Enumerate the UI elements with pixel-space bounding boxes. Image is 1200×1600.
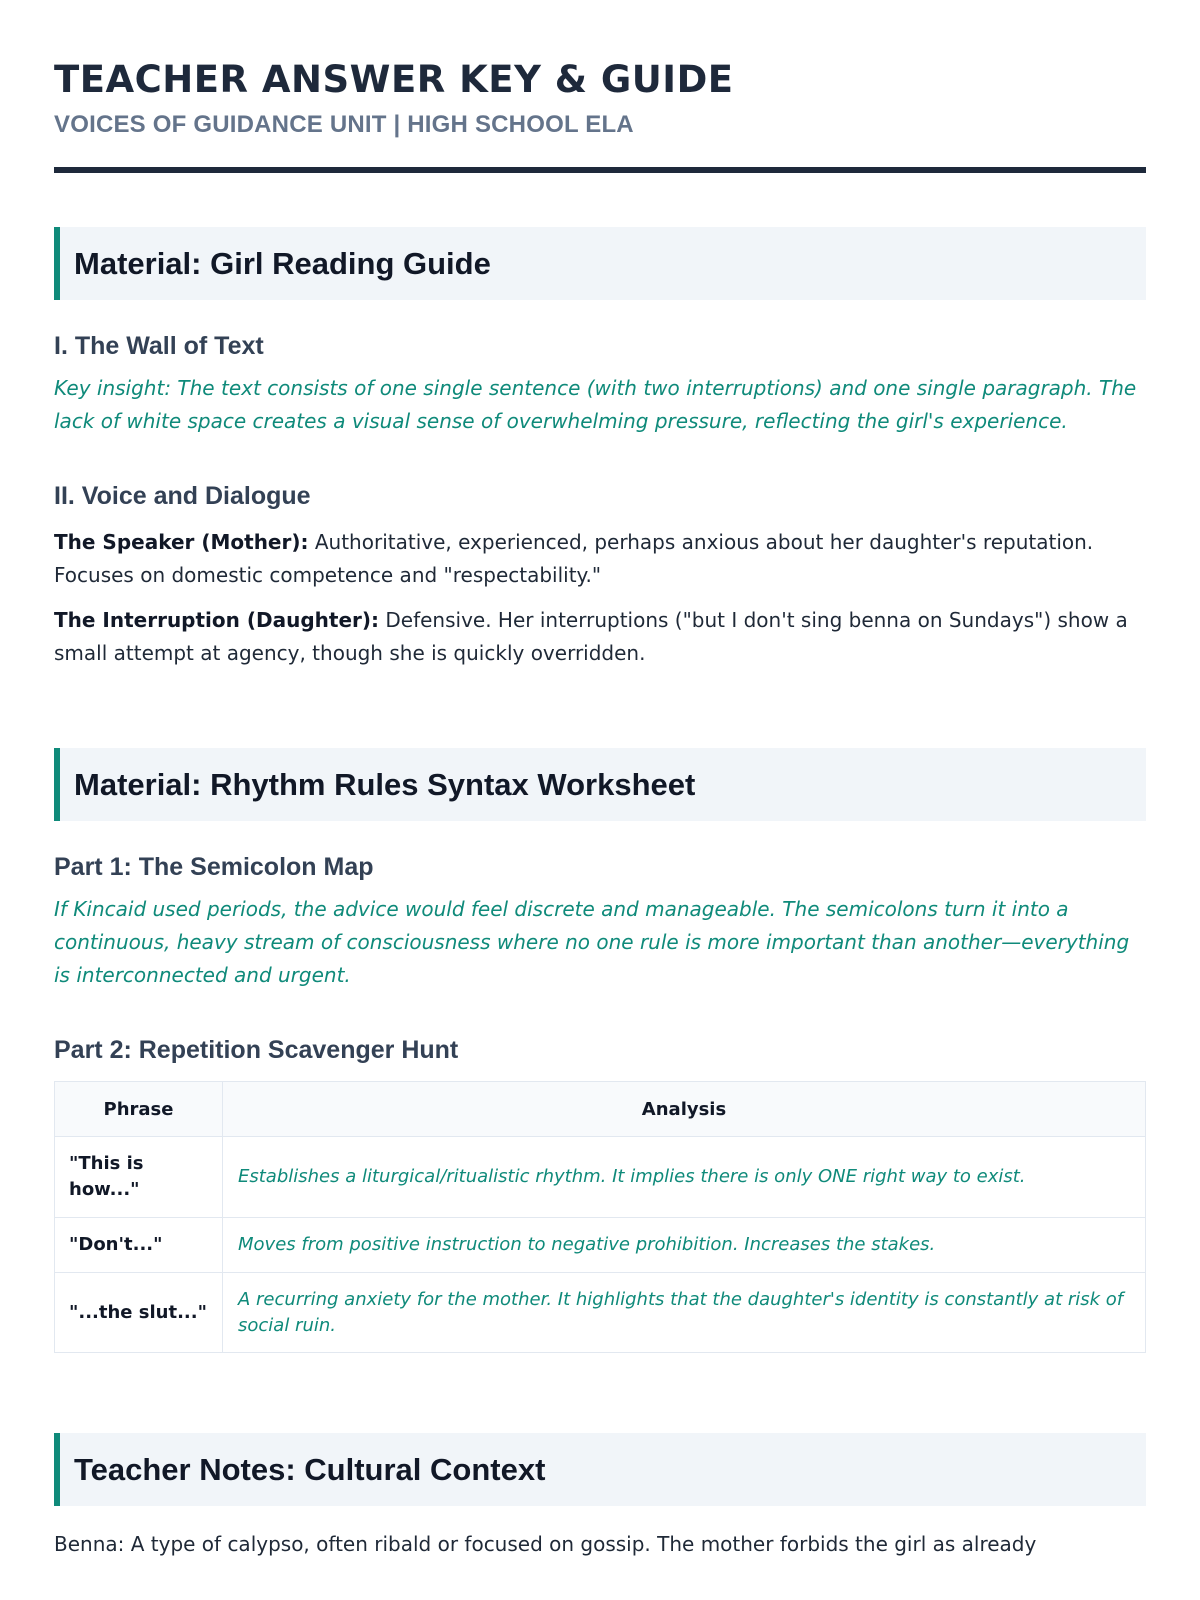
subheading-semicolon-map: Part 1: The Semicolon Map	[54, 853, 374, 881]
section-header-cultural-context: Teacher Notes: Cultural Context	[54, 1433, 1146, 1506]
column-header-analysis: Analysis	[223, 1082, 1146, 1137]
subheading-voice-dialogue	[54, 480, 1146, 512]
analysis-cell: Establishes a liturgical/ritualistic rhythm. It implies there is only ONE right way to exist.	[223, 1137, 1146, 1218]
speaker-label: The Speaker (Mother):	[54, 530, 309, 554]
insight-semicolon-map: If Kincaid used periods, the advice would feel discrete and manageable. The semicolons turn it into a continuous, heavy stream of consciousness where no one rule is more important than another—everything is interconnected and urgent.	[54, 897, 1130, 987]
interruption-text: Defensive. Her interruptions ("but I don't sing benna on Sundays") show a small attempt at agency, though she is quickly overridden.	[54, 608, 1128, 665]
insight-wall-of-text: Key insight: The text consists of one single sentence (with two interruptions) and one single paragraph. The lack of white space creates a visual sense of overwhelming pressure, reflecting the girl's experience.	[54, 376, 1137, 433]
table-row	[55, 1273, 1146, 1353]
interruption-label: The Interruption (Daughter):	[54, 608, 380, 632]
cultural-context-partial-text: Benna: A type of calypso, often ribald or focused on gossip. The mother forbids the girl as already	[54, 1532, 1037, 1556]
header-divider	[54, 167, 1146, 173]
speaker-paragraph	[54, 526, 1146, 592]
section-header-girl-reading-guide: Material: Girl Reading Guide	[54, 227, 1146, 300]
interruption-paragraph	[54, 604, 1146, 670]
speaker-text: Authoritative, experienced, perhaps anxious about her daughter's reputation. Focuses on domestic competence and "respectability."	[54, 530, 1094, 587]
subheading-repetition-hunt: Part 2: Repetition Scavenger Hunt	[54, 1036, 459, 1064]
page-title: TEACHER ANSWER KEY & GUIDE	[54, 58, 734, 101]
analysis-cell: Moves from positive instruction to negative prohibition. Increases the stakes.	[223, 1218, 1146, 1273]
subheading-voice-dialogue-text: II. Voice and Dialogue	[54, 482, 311, 510]
phrase-cell: "...the slut..."	[55, 1273, 223, 1353]
repetition-table	[54, 1081, 1146, 1353]
section-header-rhythm-rules: Material: Rhythm Rules Syntax Worksheet	[54, 748, 1146, 821]
page-subtitle: VOICES OF GUIDANCE UNIT | HIGH SCHOOL ELA	[54, 111, 634, 138]
phrase-cell: "Don't..."	[55, 1218, 223, 1273]
column-header-phrase: Phrase	[55, 1082, 223, 1137]
table-row	[55, 1218, 1146, 1273]
phrase-cell: "This is how..."	[55, 1137, 223, 1218]
table-row	[55, 1137, 1146, 1218]
table-header-row	[55, 1082, 1146, 1137]
analysis-cell: A recurring anxiety for the mother. It highlights that the daughter's identity is constantly at risk of social ruin.	[223, 1273, 1146, 1353]
subheading-wall-of-text: I. The Wall of Text	[54, 332, 264, 360]
